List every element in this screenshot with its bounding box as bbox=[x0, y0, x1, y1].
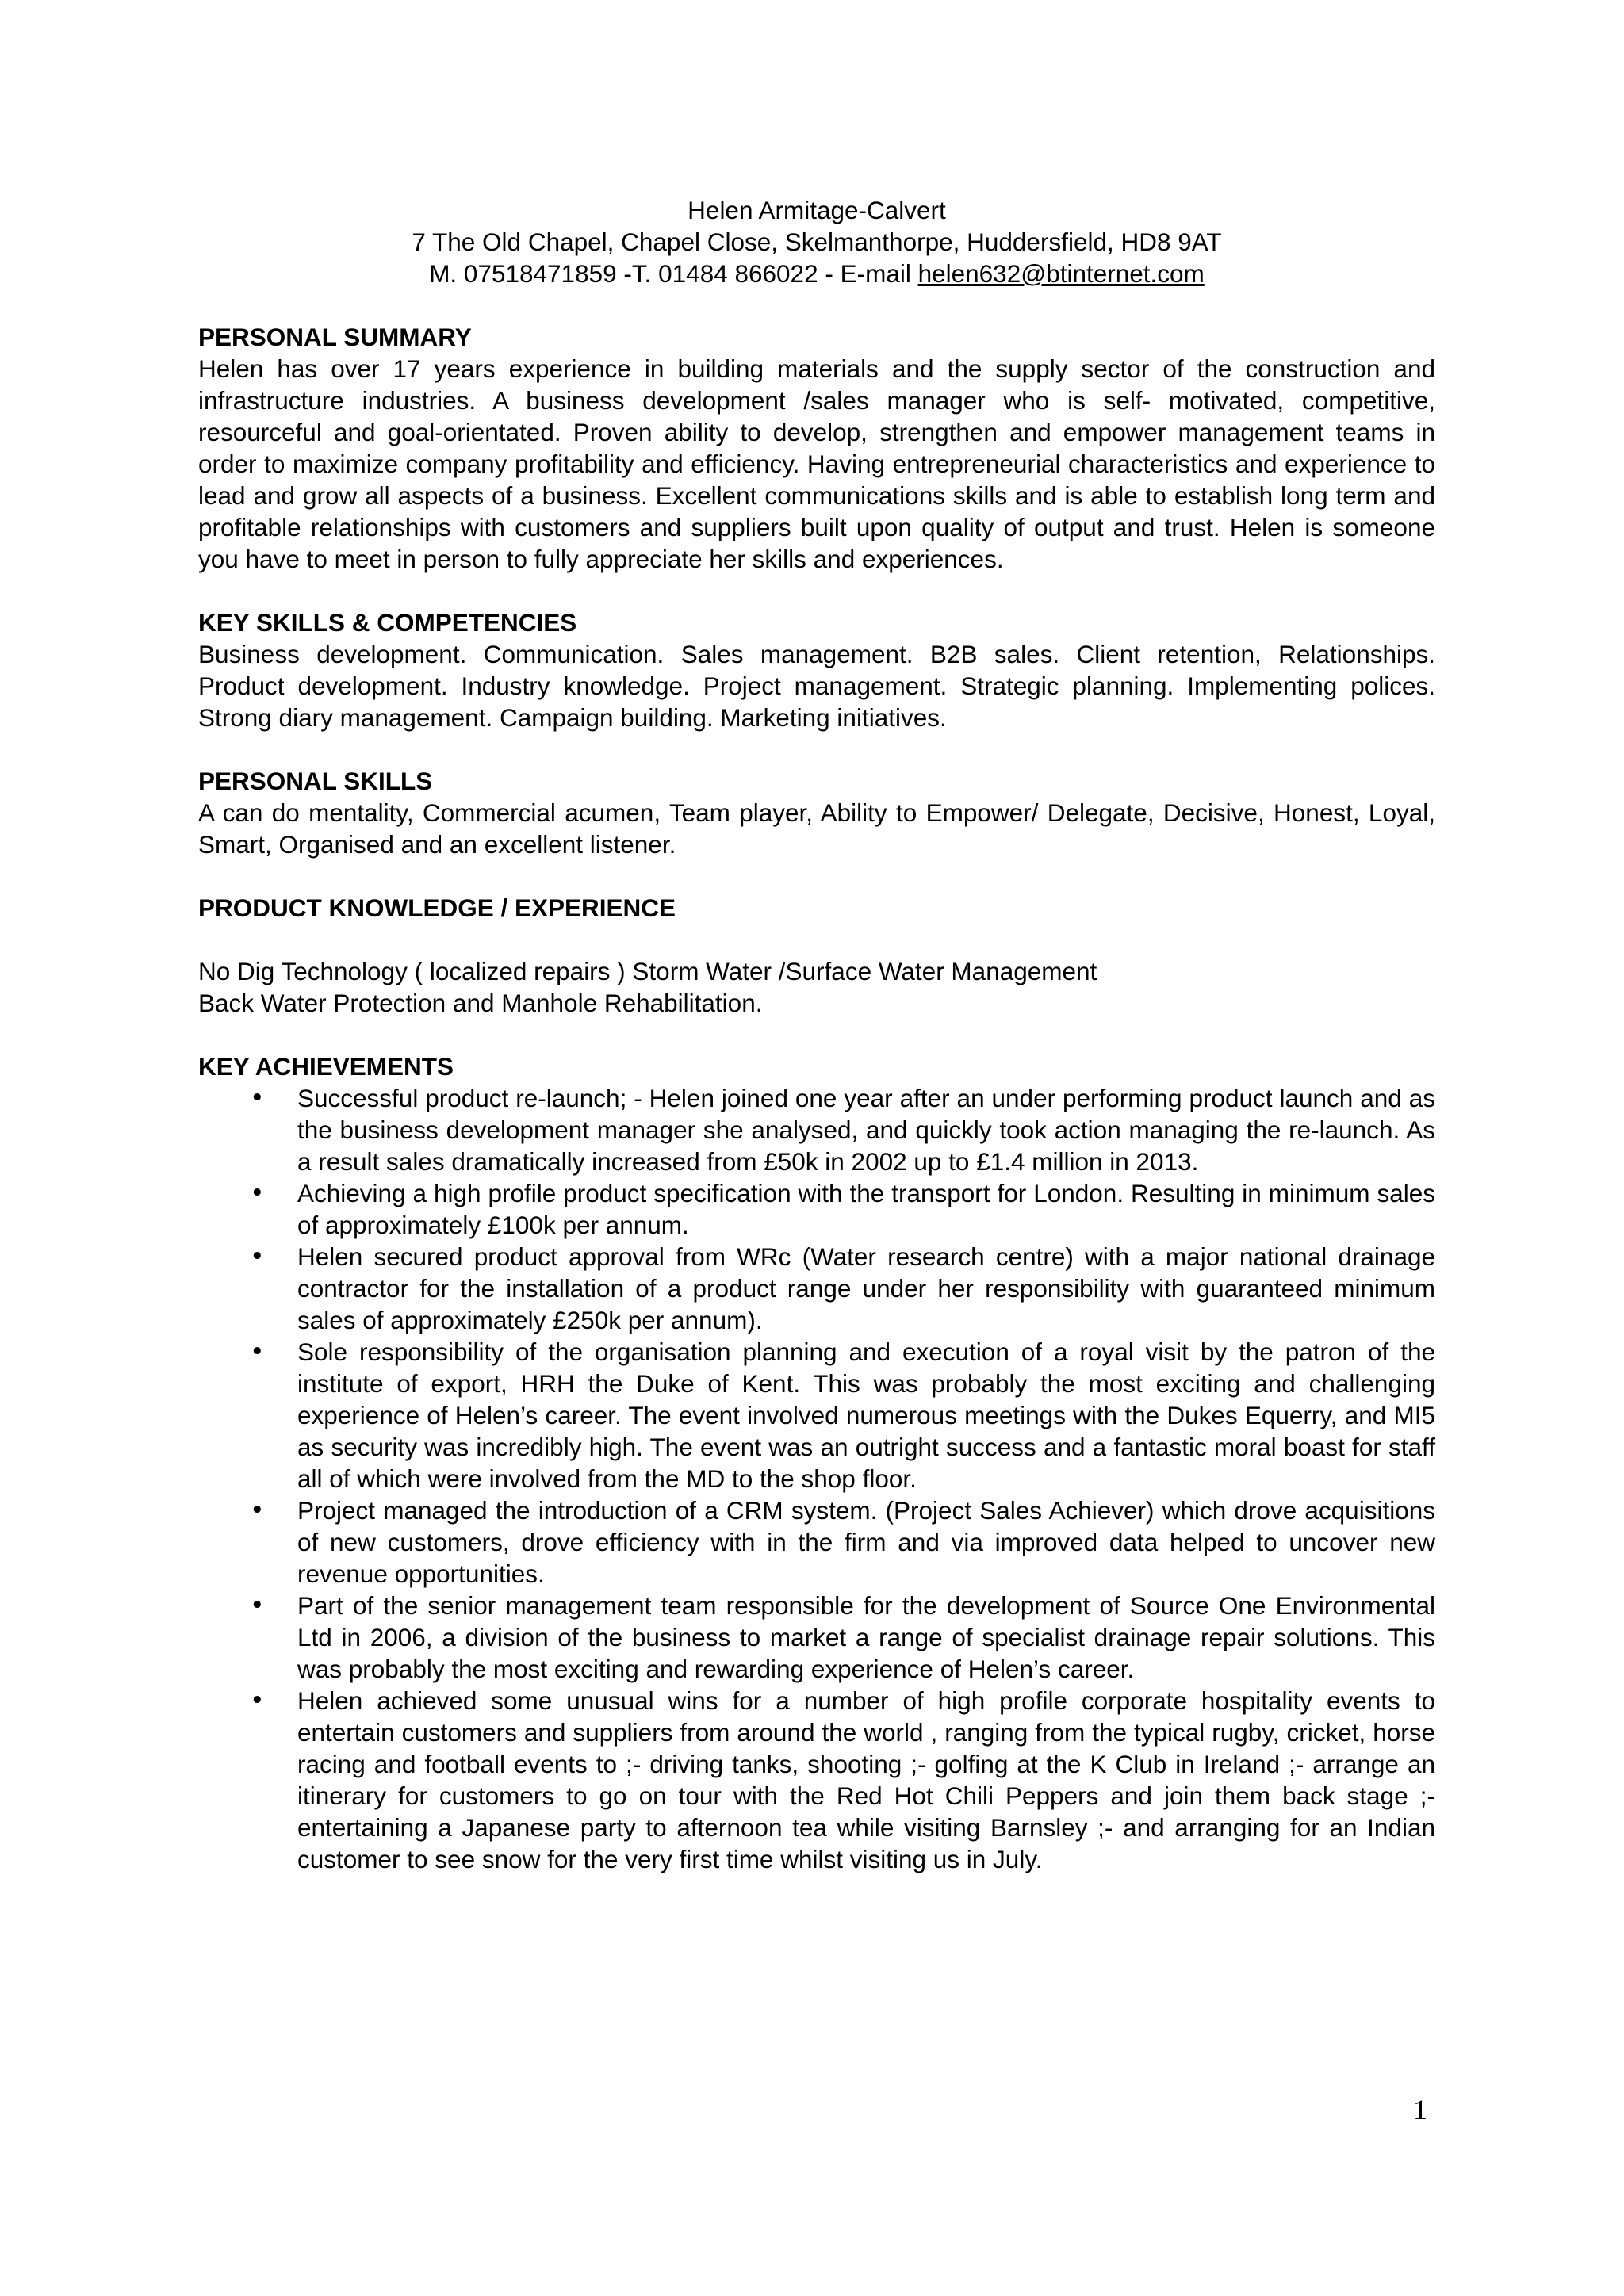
product-knowledge-line-1: No Dig Technology ( localized repairs ) Storm Water /Surface Water Management bbox=[198, 957, 1097, 985]
contact-line bbox=[198, 258, 1435, 289]
achievement-text: Achieving a high profile product specification with the transport for London. Resulting in minimum sales of approximately £100k per annum. bbox=[297, 1179, 1435, 1239]
personal-skills-text: A can do mentality, Commercial acumen, Team player, Ability to Empower/ Delegate, Decisive, Honest, Loyal, Smart, Organised and an excellent listener. bbox=[198, 798, 1435, 859]
personal-skills-section bbox=[198, 765, 1435, 860]
bullet-icon: • bbox=[250, 1179, 265, 1207]
key-skills-section bbox=[198, 607, 1435, 733]
key-skills-text: Business development. Communication. Sales management. B2B sales. Client retention, Relationships. Product development. Industry knowledge. Project management. Strategic planning. Implementing polices. Strong diary management. Campaign building. Marketing initiatives. bbox=[198, 640, 1435, 732]
achievements-list bbox=[198, 1082, 1435, 1875]
list-item bbox=[198, 1177, 1435, 1241]
list-item bbox=[198, 1336, 1435, 1494]
contact-header bbox=[198, 194, 1435, 289]
achievement-text: Sole responsibility of the organisation planning and execution of a royal visit by the patron of the institute of export, HRH the Duke of Kent. This was probably the most exciting and challenging experience of Helen’s career. The event involved numerous meetings with the Dukes Equerry, and MI5 as security was incredibly high. The event was an outright success and a fantastic moral boast for staff all of which were involved from the MD to the shop floor. bbox=[297, 1337, 1435, 1493]
product-knowledge-section bbox=[198, 892, 1435, 1019]
personal-summary-text: Helen has over 17 years experience in building materials and the supply sector of the construction and infrastructure industries. A business development /sales manager who is self- motivated, competitive, resourceful and goal-orientated. Proven ability to develop, strengthen and empower management teams in order to maximize company profitability and efficiency. Having entrepreneurial characteristics and experience to lead and grow all aspects of a business. Excellent communications skills and is able to establish long term and profitable relationships with customers and suppliers built upon quality of output and trust. Helen is someone you have to meet in person to fully appreciate her skills and experiences. bbox=[198, 354, 1435, 573]
list-item bbox=[198, 1494, 1435, 1590]
achievement-text: Helen achieved some unusual wins for a number of high profile corporate hospitality events to entertain customers and suppliers from around the world , ranging from the typical rugby, cricket, horse racing and football events to ;- driving tanks, shooting ;- golfing at the K Club in Ireland ;- arrange an itinerary for customers to go on tour with the Red Hot Chili Peppers and join them back stage ;- entertaining a Japanese party to afternoon tea while visiting Barnsley ;- and arranging for an Indian customer to see snow for the very first time whilst visiting us in July. bbox=[297, 1686, 1435, 1873]
product-knowledge-heading: PRODUCT KNOWLEDGE / EXPERIENCE bbox=[198, 894, 676, 922]
phone-numbers: M. 07518471859 -T. 01484 866022 - E-mail bbox=[429, 259, 918, 288]
product-knowledge-line-2: Back Water Protection and Manhole Rehabilitation. bbox=[198, 989, 763, 1017]
personal-summary-heading: PERSONAL SUMMARY bbox=[198, 323, 472, 351]
key-achievements-heading: KEY ACHIEVEMENTS bbox=[198, 1052, 454, 1081]
list-item bbox=[198, 1241, 1435, 1336]
key-achievements-section bbox=[198, 1050, 1435, 1875]
key-skills-heading: KEY SKILLS & COMPETENCIES bbox=[198, 608, 577, 637]
document-body bbox=[198, 194, 1435, 1875]
achievement-text: Project managed the introduction of a CRM system. (Project Sales Achiever) which drove acquisitions of new customers, drove efficiency with in the firm and via improved data helped to uncover new revenue opportunities. bbox=[297, 1496, 1435, 1588]
candidate-name: Helen Armitage-Calvert bbox=[688, 196, 946, 224]
bullet-icon: • bbox=[250, 1686, 265, 1715]
bullet-icon: • bbox=[250, 1084, 265, 1112]
page-number: 1 bbox=[1413, 2094, 1427, 2126]
email-link[interactable]: helen632@btinternet.com bbox=[917, 259, 1205, 288]
list-item bbox=[198, 1685, 1435, 1875]
spacer bbox=[198, 924, 1435, 955]
bullet-icon: • bbox=[250, 1337, 265, 1366]
list-item bbox=[198, 1082, 1435, 1177]
achievement-text: Successful product re-launch; - Helen joined one year after an under performing product launch and as the business development manager she analysed, and quickly took action managing the re-launch. As a result sales dramatically increased from £50k in 2002 up to £1.4 million in 2013. bbox=[297, 1084, 1435, 1176]
personal-summary-section bbox=[198, 321, 1435, 575]
personal-skills-heading: PERSONAL SKILLS bbox=[198, 767, 433, 795]
list-item bbox=[198, 1590, 1435, 1685]
bullet-icon: • bbox=[250, 1242, 265, 1271]
achievement-text: Part of the senior management team responsible for the development of Source One Environmental Ltd in 2006, a division of the business to market a range of specialist drainage repair solutions. This was probably the most exciting and rewarding experience of Helen’s career. bbox=[297, 1591, 1435, 1683]
bullet-icon: • bbox=[250, 1591, 265, 1620]
achievement-text: Helen secured product approval from WRc (Water research centre) with a major national drainage contractor for the installation of a product range under her responsibility with guaranteed minimum sales of approximately £250k per annum). bbox=[297, 1242, 1435, 1334]
candidate-address: 7 The Old Chapel, Chapel Close, Skelmanthorpe, Huddersfield, HD8 9AT bbox=[412, 228, 1222, 256]
bullet-icon: • bbox=[250, 1496, 265, 1525]
